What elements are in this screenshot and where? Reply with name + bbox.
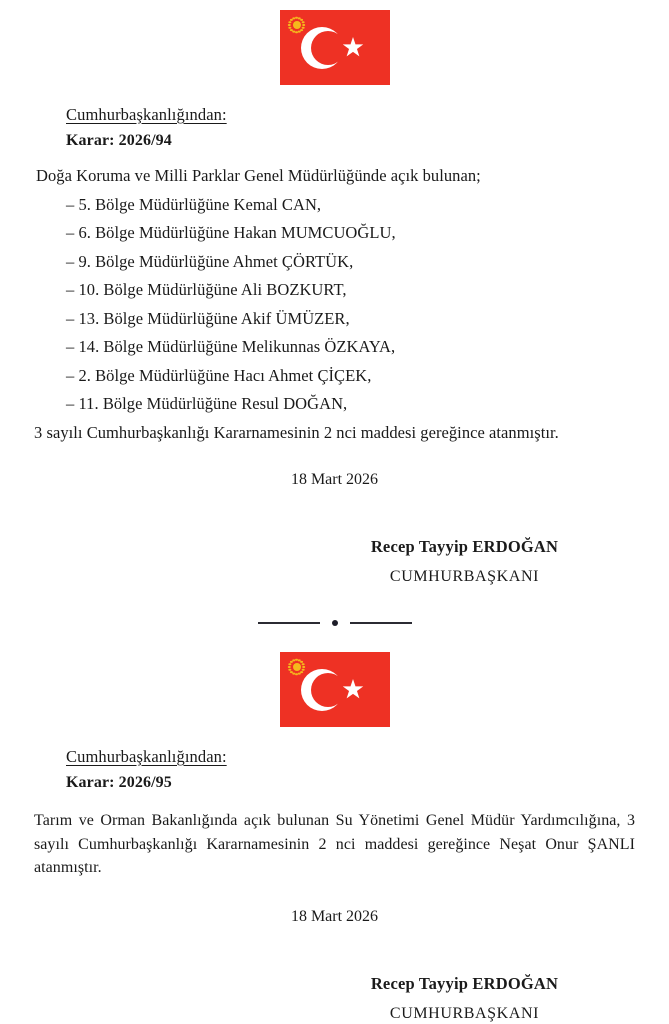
list-item: – 2. Bölge Müdürlüğüne Hacı Ahmet ÇİÇEK, (66, 365, 372, 385)
sun-ray (295, 673, 297, 675)
list-item: – 9. Bölge Müdürlüğüne Ahmet ÇÖRTÜK, (66, 251, 354, 271)
presidential-sun-icon (288, 16, 306, 34)
divider-rule-right (350, 622, 412, 624)
list-item: – 13. Bölge Müdürlüğüne Akif ÜMÜZER, (66, 308, 350, 328)
sun-ray (295, 31, 297, 33)
divider-rule-left (258, 622, 320, 624)
decision-section-2 (0, 747, 669, 1023)
signature-block-2 (34, 974, 635, 1023)
closing-text-1: 3 sayılı Cumhurbaşkanlığı Kararnamesinin 2 nci maddesi gereğince atanmıştır. (34, 423, 559, 442)
flag-emblem-bottom-wrapper (0, 626, 669, 727)
sun-ray (289, 663, 291, 665)
sun-core (293, 663, 301, 671)
decision-number-2: Karar: 2026/95 (66, 774, 172, 791)
sun-ray (300, 671, 302, 673)
signatory-title-2: CUMHURBAŞKANI (389, 1005, 540, 1023)
signature-block-1 (34, 537, 635, 586)
star-shape (343, 679, 364, 700)
list-item: – 14. Bölge Müdürlüğüne Melikunnas ÖZKAYA, (66, 337, 396, 356)
sun-core (293, 21, 301, 29)
appointment-list-1 (34, 195, 635, 415)
crescent-cutout (311, 673, 345, 707)
signatory-name-2: Recep Tayyip ERDOĞAN (370, 974, 559, 994)
decision-body-2: Tarım ve Orman Bakanlığında açık bulunan Su Yönetimi Genel Müdür Yardımcılığına, 3 sayılı Cumhurbaşkanlığı Kararnamesinin 2 nci maddesi gereğince Neşat Onur ŞANLI atanmıştır. (34, 812, 635, 877)
star-shape (343, 37, 364, 58)
presidential-sun-icon (288, 658, 306, 676)
signatory-title-1: CUMHURBAŞKANI (389, 568, 540, 585)
decision-date-1: 18 Mart 2026 (290, 471, 379, 488)
list-item: – 11. Bölge Müdürlüğüne Resul DOĞAN, (66, 394, 348, 413)
sun-ray (298, 673, 300, 675)
turkish-flag-icon (280, 10, 390, 85)
flag-emblem-top-wrapper (0, 0, 669, 85)
list-item: – 10. Bölge Müdürlüğüne Ali BOZKURT, (66, 280, 347, 299)
sun-ray (300, 29, 302, 31)
turkish-flag-icon (280, 652, 390, 727)
signatory-name-1: Recep Tayyip ERDOĞAN (370, 537, 559, 556)
list-item: – 6. Bölge Müdürlüğüne Hakan MUMCUOĞLU, (66, 223, 396, 242)
sun-ray (289, 21, 291, 23)
divider-dot-icon (332, 620, 338, 626)
issuer-heading-1: Cumhurbaşkanlığından: (66, 105, 227, 124)
crescent-cutout (311, 31, 345, 65)
sun-ray (298, 31, 300, 33)
intro-text-1: Doğa Koruma ve Milli Parklar Genel Müdürlüğünde açık bulunan; (36, 166, 481, 185)
issuer-heading-2: Cumhurbaşkanlığından: (66, 747, 227, 766)
decision-date-2: 18 Mart 2026 (290, 908, 379, 926)
decision-section-1 (0, 105, 669, 586)
decision-number-1: Karar: 2026/94 (66, 132, 172, 149)
list-item: – 5. Bölge Müdürlüğüne Kemal CAN, (66, 194, 322, 214)
